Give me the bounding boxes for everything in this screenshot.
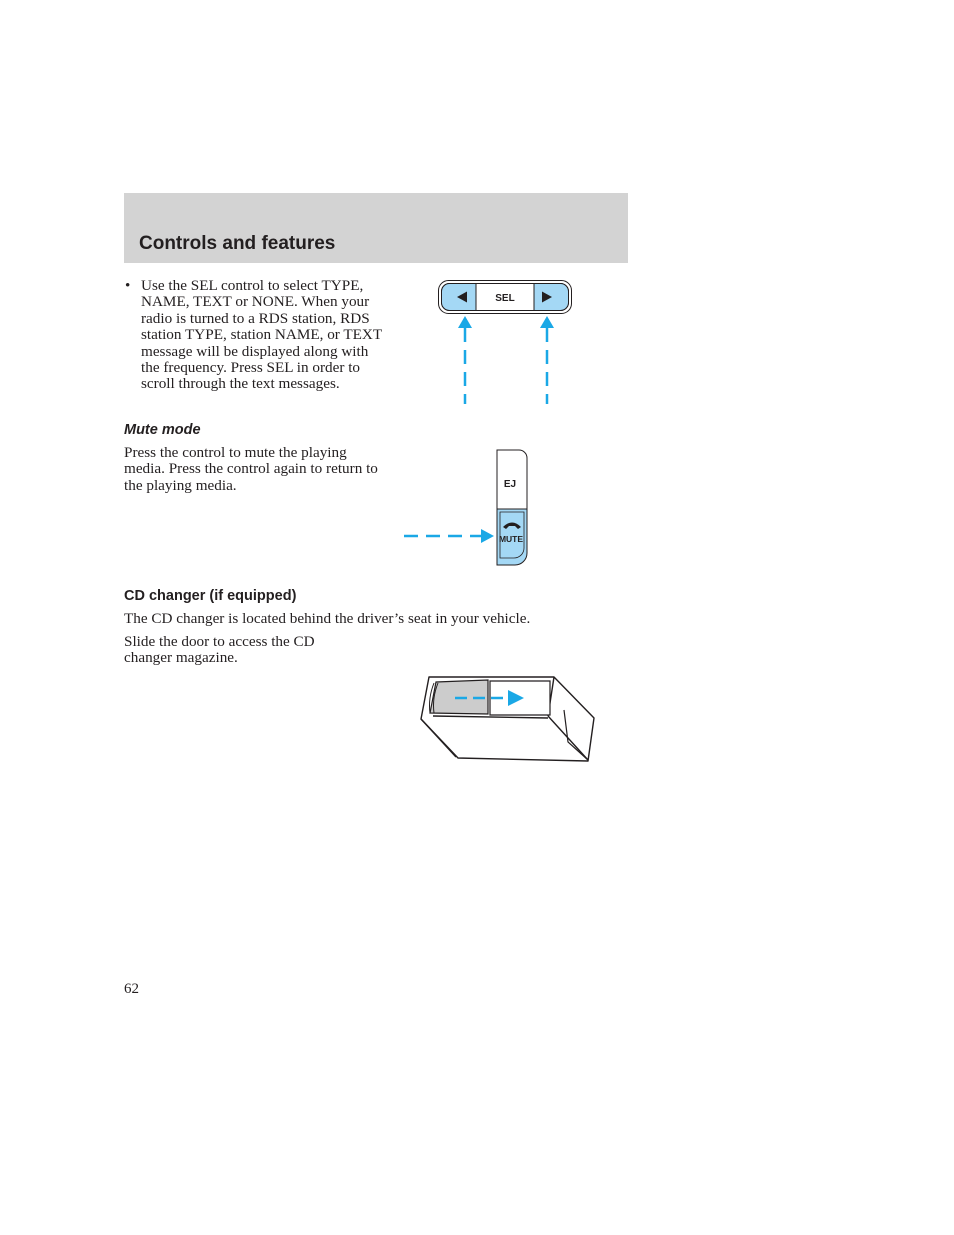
page-title: Controls and features	[139, 233, 336, 254]
mute-control-figure	[403, 449, 529, 567]
seek-right-button[interactable]	[534, 284, 569, 311]
mute-button[interactable]	[497, 509, 527, 565]
cd-changer-location: The CD changer is located behind the driver’s seat in your vehicle.	[124, 610, 531, 627]
cd-changer-heading: CD changer (if equipped)	[124, 588, 297, 604]
seek-left-button[interactable]	[442, 284, 477, 311]
sel-label: SEL	[495, 293, 515, 304]
cd-changer-instructions: Slide the door to access the CD changer magazine.	[124, 633, 315, 667]
eject-label: EJ	[503, 479, 517, 490]
left-pointer-arrow	[458, 316, 472, 404]
bullet-marker: •	[125, 277, 131, 294]
cd-changer-figure	[418, 672, 598, 766]
right-pointer-arrow	[540, 316, 554, 404]
eject-button[interactable]	[497, 450, 527, 509]
mute-label: MUTE	[498, 534, 524, 544]
mute-instructions: Press the control to mute the playing media. Press the control again to return to the playing media.	[124, 444, 378, 494]
sel-instructions: Use the SEL control to select TYPE, NAME, TEXT or NONE. When your radio is turned to a RDS station, RDS station TYPE, station NAME, or TEXT message will be displayed along with the frequency. Press SEL in order to scroll through the text messages.	[141, 277, 382, 393]
header-band	[124, 193, 628, 263]
sel-control-figure	[438, 280, 572, 406]
mute-pointer-arrow	[404, 529, 494, 543]
sliding-door[interactable]	[430, 680, 551, 715]
mute-mode-heading: Mute mode	[124, 422, 201, 438]
page-number: 62	[124, 981, 139, 997]
